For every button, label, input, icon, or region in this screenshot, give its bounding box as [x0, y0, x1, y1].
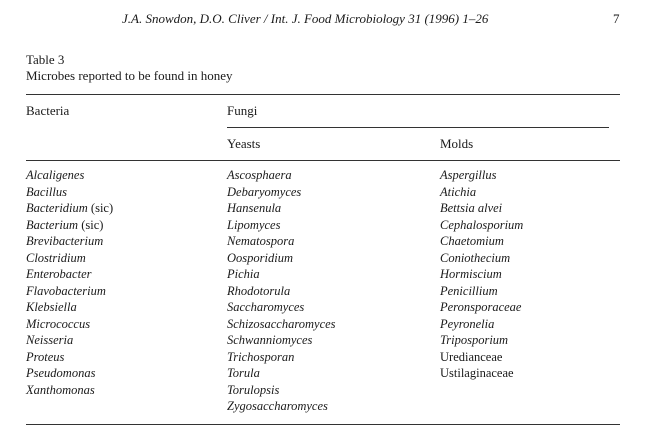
taxon-name: Torulopsis	[227, 382, 280, 397]
running-head	[0, 11, 658, 29]
taxon-name: Ustilaginaceae	[440, 366, 514, 380]
taxon-name: Brevibacterium	[26, 234, 104, 248]
taxon-name: Neisseria	[26, 333, 74, 347]
taxon-name: Bacillus	[26, 184, 67, 199]
list-item	[440, 250, 523, 267]
taxon-name: Hormiscium	[440, 267, 502, 281]
taxon-name: Atichia	[440, 184, 477, 199]
taxon-name: Pseudomonas	[26, 366, 96, 380]
taxon-name: Cephalosporium	[440, 217, 524, 232]
taxon-name: Aspergillus	[440, 168, 497, 182]
taxon-note: (sic)	[90, 201, 114, 215]
list-item	[227, 167, 336, 184]
taxon-note: (sic)	[81, 217, 104, 232]
taxon-name: Enterobacter	[26, 267, 92, 281]
list-item	[26, 349, 113, 366]
list-item	[440, 184, 523, 201]
citation-line: J.A. Snowdon, D.O. Cliver / Int. J. Food Microbiology 31 (1996) 1–26	[122, 11, 489, 26]
taxon-name: Schwanniomyces	[227, 333, 313, 347]
taxon-name: Uredianceae	[440, 349, 503, 364]
list-item	[440, 233, 523, 250]
list-item	[26, 217, 113, 234]
taxon-name: Pichia	[227, 267, 260, 281]
taxon-name: Flavobacterium	[26, 283, 106, 298]
fungi-span-rule	[227, 127, 609, 128]
taxon-name: Penicillium	[440, 283, 498, 298]
list-item	[227, 382, 336, 399]
taxon-name: Ascosphaera	[227, 168, 292, 182]
list-item	[26, 299, 113, 316]
list-item	[440, 349, 523, 366]
list-item	[227, 233, 336, 250]
page-number: 7	[613, 11, 620, 26]
taxon-name: Clostridium	[26, 250, 86, 265]
list-item	[440, 316, 523, 333]
list-item	[227, 332, 336, 349]
taxon-name: Micrococcus	[26, 316, 91, 331]
taxon-name: Oosporidium	[227, 250, 293, 265]
list-item	[227, 365, 336, 382]
list-item	[227, 349, 336, 366]
taxon-name: Rhodotorula	[227, 283, 291, 298]
taxon-name: Bacterium	[26, 217, 79, 232]
taxon-name: Chaetomium	[440, 234, 504, 248]
header-bottom-rule	[26, 160, 620, 161]
list-item	[227, 299, 336, 316]
list-item	[440, 200, 523, 217]
list-item	[26, 316, 113, 333]
list-item	[227, 217, 336, 234]
list-item	[26, 200, 113, 217]
table-label: Table 3	[26, 52, 65, 67]
list-item	[440, 299, 523, 316]
list-item	[227, 398, 336, 415]
table-top-rule	[26, 94, 620, 95]
list-item	[26, 266, 113, 283]
yeasts-column	[227, 167, 336, 415]
list-item	[26, 233, 113, 250]
molds-column	[440, 167, 523, 382]
taxon-name: Zygosaccharomyces	[227, 399, 328, 413]
taxon-name: Proteus	[26, 349, 65, 364]
list-item	[227, 283, 336, 300]
taxon-name: Saccharomyces	[227, 300, 305, 314]
list-item	[26, 332, 113, 349]
taxon-name: Klebsiella	[26, 300, 77, 314]
list-item	[227, 316, 336, 333]
taxon-name: Triposporium	[440, 333, 509, 347]
taxon-name: Hansenula	[227, 201, 282, 215]
list-item	[440, 283, 523, 300]
list-item	[227, 266, 336, 283]
table-caption: Microbes reported to be found in honey	[26, 68, 233, 83]
list-item	[26, 167, 113, 184]
list-item	[440, 217, 523, 234]
taxon-name: Debaryomyces	[227, 184, 302, 199]
table-bottom-rule	[26, 424, 620, 425]
taxon-name: Nematospora	[227, 234, 295, 248]
taxon-name: Peyronelia	[440, 316, 495, 331]
bacteria-column	[26, 167, 113, 398]
list-item	[227, 250, 336, 267]
header-fungi: Fungi	[227, 103, 258, 118]
taxon-name: Torula	[227, 366, 260, 380]
list-item	[26, 184, 113, 201]
list-item	[26, 250, 113, 267]
taxon-name: Trichosporan	[227, 349, 295, 364]
taxon-name: Alcaligenes	[26, 168, 85, 182]
list-item	[26, 365, 113, 382]
taxon-name: Bettsia alvei	[440, 201, 503, 215]
list-item	[26, 382, 113, 399]
list-item	[440, 365, 523, 382]
list-item	[440, 266, 523, 283]
header-bacteria: Bacteria	[26, 103, 70, 118]
taxon-name: Xanthomonas	[26, 382, 95, 397]
taxon-name: Lipomyces	[227, 217, 281, 232]
list-item	[440, 332, 523, 349]
taxon-name: Bacteridium	[26, 201, 88, 215]
list-item	[440, 167, 523, 184]
taxon-name: Peronsporaceae	[440, 300, 522, 314]
list-item	[26, 283, 113, 300]
header-molds: Molds	[440, 136, 474, 151]
list-item	[227, 184, 336, 201]
list-item	[227, 200, 336, 217]
header-yeasts: Yeasts	[227, 136, 261, 151]
taxon-name: Coniothecium	[440, 250, 511, 265]
taxon-name: Schizosaccharomyces	[227, 316, 336, 331]
